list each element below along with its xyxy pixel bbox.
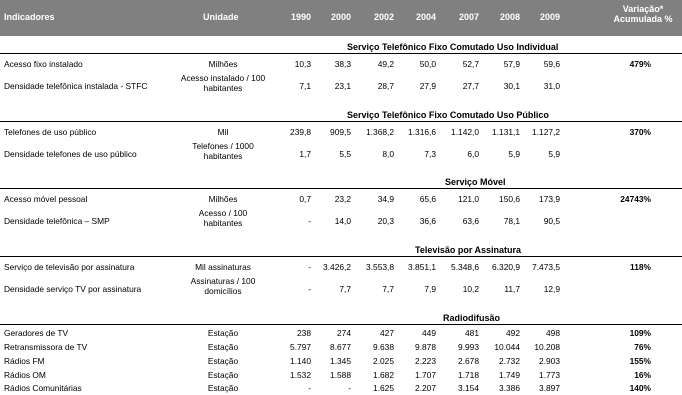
value-cell: 2.025 — [373, 356, 394, 366]
value-cell: 1.707 — [415, 370, 436, 380]
value-cell: 1.749 — [499, 370, 520, 380]
value-cell: 1.718 — [458, 370, 479, 380]
unidade-cell: Milhões — [208, 194, 238, 204]
header-variacao-line2: Acumulada % — [613, 14, 673, 24]
value-cell: 59,6 — [543, 59, 560, 69]
variacao-cell: 118% — [630, 262, 651, 272]
header-variacao-line1: Variação* — [622, 4, 664, 14]
value-cell: 1.131,1 — [492, 127, 520, 137]
table-row — [0, 276, 682, 296]
value-cell: 5.348,6 — [451, 262, 479, 272]
indicador-cell: Geradores de TV — [4, 328, 69, 338]
section-title: Serviço Telefônico Fixo Comutado Uso Público — [347, 110, 549, 120]
indicador-cell: Telefones de uso público — [4, 127, 97, 137]
value-cell: 11,7 — [504, 284, 520, 294]
value-cell: 1.127,2 — [532, 127, 560, 137]
value-cell: 3.851,1 — [408, 262, 436, 272]
value-cell: 3.386 — [499, 383, 520, 393]
value-cell: 498 — [546, 328, 560, 338]
table-row — [0, 125, 682, 139]
section-title: Radiodifusão — [443, 313, 501, 323]
table-row — [0, 208, 682, 228]
value-cell: 49,2 — [377, 59, 394, 69]
table-row — [0, 354, 682, 368]
value-cell: 90,5 — [543, 216, 560, 226]
value-cell: 1.773 — [539, 370, 560, 380]
indicador-cell: Retransmissora de TV — [4, 342, 88, 352]
table-row — [0, 57, 682, 71]
value-cell: 10.208 — [534, 342, 560, 352]
value-cell: 23,1 — [334, 81, 351, 91]
header-year-2004: 2004 — [415, 12, 436, 22]
value-cell: 3.897 — [539, 383, 560, 393]
value-cell: 10,3 — [294, 59, 311, 69]
value-cell: 7.473,5 — [532, 262, 560, 272]
section-rule — [0, 256, 682, 257]
value-cell: 20,3 — [377, 216, 394, 226]
variacao-cell: 140% — [629, 383, 651, 393]
unidade-line: habitantes — [203, 150, 243, 161]
value-cell: 27,7 — [462, 81, 479, 91]
unidade-line: Acesso / 100 — [198, 208, 248, 218]
header-unidade: Unidade — [203, 12, 239, 22]
indicador-cell: Densidade serviço TV por assinatura — [4, 284, 142, 294]
value-cell: 1.625 — [373, 383, 394, 393]
value-cell: 14,0 — [334, 216, 351, 226]
section-rule — [0, 188, 682, 189]
header-year-2002: 2002 — [373, 12, 394, 22]
section-title: Televisão por Assinatura — [415, 245, 522, 255]
value-cell: 7,3 — [424, 149, 436, 159]
table-row — [0, 141, 682, 161]
value-cell: 31,0 — [543, 81, 560, 91]
table-row — [0, 73, 682, 93]
unidade-line: domicílios — [204, 285, 242, 296]
value-cell: 52,7 — [462, 59, 479, 69]
value-cell: 27,9 — [419, 81, 436, 91]
value-cell: 449 — [422, 328, 436, 338]
value-cell: 38,3 — [334, 59, 351, 69]
value-cell: 2.678 — [458, 356, 479, 366]
indicador-cell: Serviço de televisão por assinatura — [4, 262, 135, 272]
variacao-cell: 16% — [634, 370, 651, 380]
value-cell: - — [308, 262, 311, 272]
value-cell: 9.878 — [415, 342, 436, 352]
value-cell: 50,0 — [419, 59, 436, 69]
value-cell: 3.553,8 — [366, 262, 394, 272]
indicador-cell: Densidade telefônica instalada - STFC — [4, 81, 148, 91]
value-cell: 150,6 — [499, 194, 520, 204]
value-cell: 10,2 — [462, 284, 479, 294]
value-cell: 1.140 — [290, 356, 311, 366]
variacao-cell: 76% — [634, 342, 651, 352]
section-title-rule — [445, 188, 506, 189]
value-cell: 5,5 — [339, 149, 351, 159]
section-title: Serviço Móvel — [445, 177, 506, 187]
header-year-2007: 2007 — [458, 12, 479, 22]
value-cell: 481 — [465, 328, 479, 338]
value-cell: 173,9 — [539, 194, 560, 204]
unidade-line: Acesso instalado / 100 — [180, 73, 266, 83]
unidade-cell: Estação — [207, 356, 239, 366]
value-cell: 121,0 — [458, 194, 479, 204]
indicador-cell: Densidade telefones de uso público — [4, 149, 137, 159]
unidade-line: Assinaturas / 100 — [190, 276, 256, 286]
value-cell: 7,9 — [424, 284, 436, 294]
value-cell: 8.677 — [330, 342, 351, 352]
header-variacao — [608, 4, 678, 24]
value-cell: 2.223 — [415, 356, 436, 366]
section-rule — [0, 121, 682, 122]
variacao-cell: 155% — [629, 356, 651, 366]
unidade-cell: Estação — [207, 370, 239, 380]
table-row — [0, 340, 682, 354]
unidade-cell: Estação — [207, 328, 239, 338]
variacao-cell: 109% — [629, 328, 651, 338]
table-row — [0, 260, 682, 274]
section-title: Serviço Telefônico Fixo Comutado Uso Individual — [347, 42, 559, 52]
value-cell: 909,5 — [330, 127, 351, 137]
value-cell: 5,9 — [508, 149, 520, 159]
table-row — [0, 368, 682, 382]
value-cell: - — [348, 383, 351, 393]
value-cell: 1.682 — [373, 370, 394, 380]
variacao-cell: 370% — [629, 127, 651, 137]
unidade-cell: Mil — [217, 127, 229, 137]
value-cell: 1.142,0 — [451, 127, 479, 137]
section-title-rule — [347, 121, 549, 122]
header-year-2008: 2008 — [499, 12, 520, 22]
value-cell: 1,7 — [299, 149, 311, 159]
value-cell: 1.316,6 — [408, 127, 436, 137]
value-cell: 238 — [297, 328, 311, 338]
value-cell: 2.903 — [539, 356, 560, 366]
value-cell: - — [308, 383, 311, 393]
value-cell: 6,0 — [467, 149, 479, 159]
value-cell: 239,8 — [290, 127, 311, 137]
value-cell: 57,9 — [503, 59, 520, 69]
section-title-rule — [347, 53, 558, 54]
value-cell: 2.207 — [415, 383, 436, 393]
section-rule — [0, 53, 682, 54]
value-cell: 23,2 — [334, 194, 351, 204]
value-cell: 7,1 — [299, 81, 311, 91]
value-cell: 1.588 — [330, 370, 351, 380]
header-year-1990: 1990 — [290, 12, 311, 22]
value-cell: 36,6 — [419, 216, 436, 226]
section-rule — [0, 324, 682, 325]
value-cell: 7,7 — [339, 284, 351, 294]
unidade-cell: Milhões — [208, 59, 238, 69]
value-cell: 5.797 — [290, 342, 311, 352]
value-cell: 9.638 — [373, 342, 394, 352]
unidade-cell: Estação — [207, 383, 239, 393]
variacao-cell: 479% — [629, 59, 651, 69]
value-cell: 8,0 — [382, 149, 394, 159]
value-cell: 1.368,2 — [366, 127, 394, 137]
value-cell: 9.993 — [458, 342, 479, 352]
header-indicadores: Indicadores — [4, 12, 55, 22]
value-cell: 28,7 — [377, 81, 394, 91]
header-year-2000: 2000 — [330, 12, 351, 22]
header-year-2009: 2009 — [539, 12, 560, 22]
table-row — [0, 326, 682, 340]
value-cell: 1.345 — [330, 356, 351, 366]
value-cell: 2.732 — [499, 356, 520, 366]
indicador-cell: Acesso móvel pessoal — [4, 194, 88, 204]
value-cell: 3.154 — [458, 383, 479, 393]
value-cell: 63,6 — [462, 216, 479, 226]
value-cell: 78,1 — [503, 216, 520, 226]
unidade-line: habitantes — [203, 82, 243, 93]
indicador-cell: Rádios OM — [4, 370, 46, 380]
value-cell: 492 — [506, 328, 520, 338]
value-cell: 427 — [380, 328, 394, 338]
section-title-rule — [443, 324, 500, 325]
section-title-rule — [415, 256, 521, 257]
value-cell: 10.044 — [494, 342, 520, 352]
unidade-line: Telefones / 1000 — [192, 141, 254, 151]
indicador-cell: Densidade telefônica – SMP — [4, 216, 110, 226]
value-cell: 3.426,2 — [323, 262, 351, 272]
indicador-cell: Rádios Comunitárias — [4, 383, 82, 393]
value-cell: 6.320,9 — [492, 262, 520, 272]
unidade-cell: Mil assinaturas — [195, 262, 251, 272]
indicador-cell: Acesso fixo instalado — [4, 59, 83, 69]
value-cell: 274 — [337, 328, 351, 338]
value-cell: 5,9 — [548, 149, 560, 159]
variacao-cell: 24743% — [620, 194, 651, 204]
table-row — [0, 381, 682, 395]
value-cell: 65,6 — [419, 194, 436, 204]
table-row — [0, 192, 682, 206]
value-cell: 12,9 — [543, 284, 560, 294]
value-cell: 7,7 — [382, 284, 394, 294]
indicador-cell: Rádios FM — [4, 356, 45, 366]
value-cell: 1.532 — [290, 370, 311, 380]
value-cell: 30,1 — [503, 81, 520, 91]
value-cell: 34,9 — [377, 194, 394, 204]
value-cell: - — [308, 284, 311, 294]
value-cell: - — [308, 216, 311, 226]
value-cell: 0,7 — [299, 194, 311, 204]
unidade-cell: Estação — [207, 342, 239, 352]
table-header — [0, 0, 682, 36]
unidade-line: habitantes — [203, 217, 243, 228]
